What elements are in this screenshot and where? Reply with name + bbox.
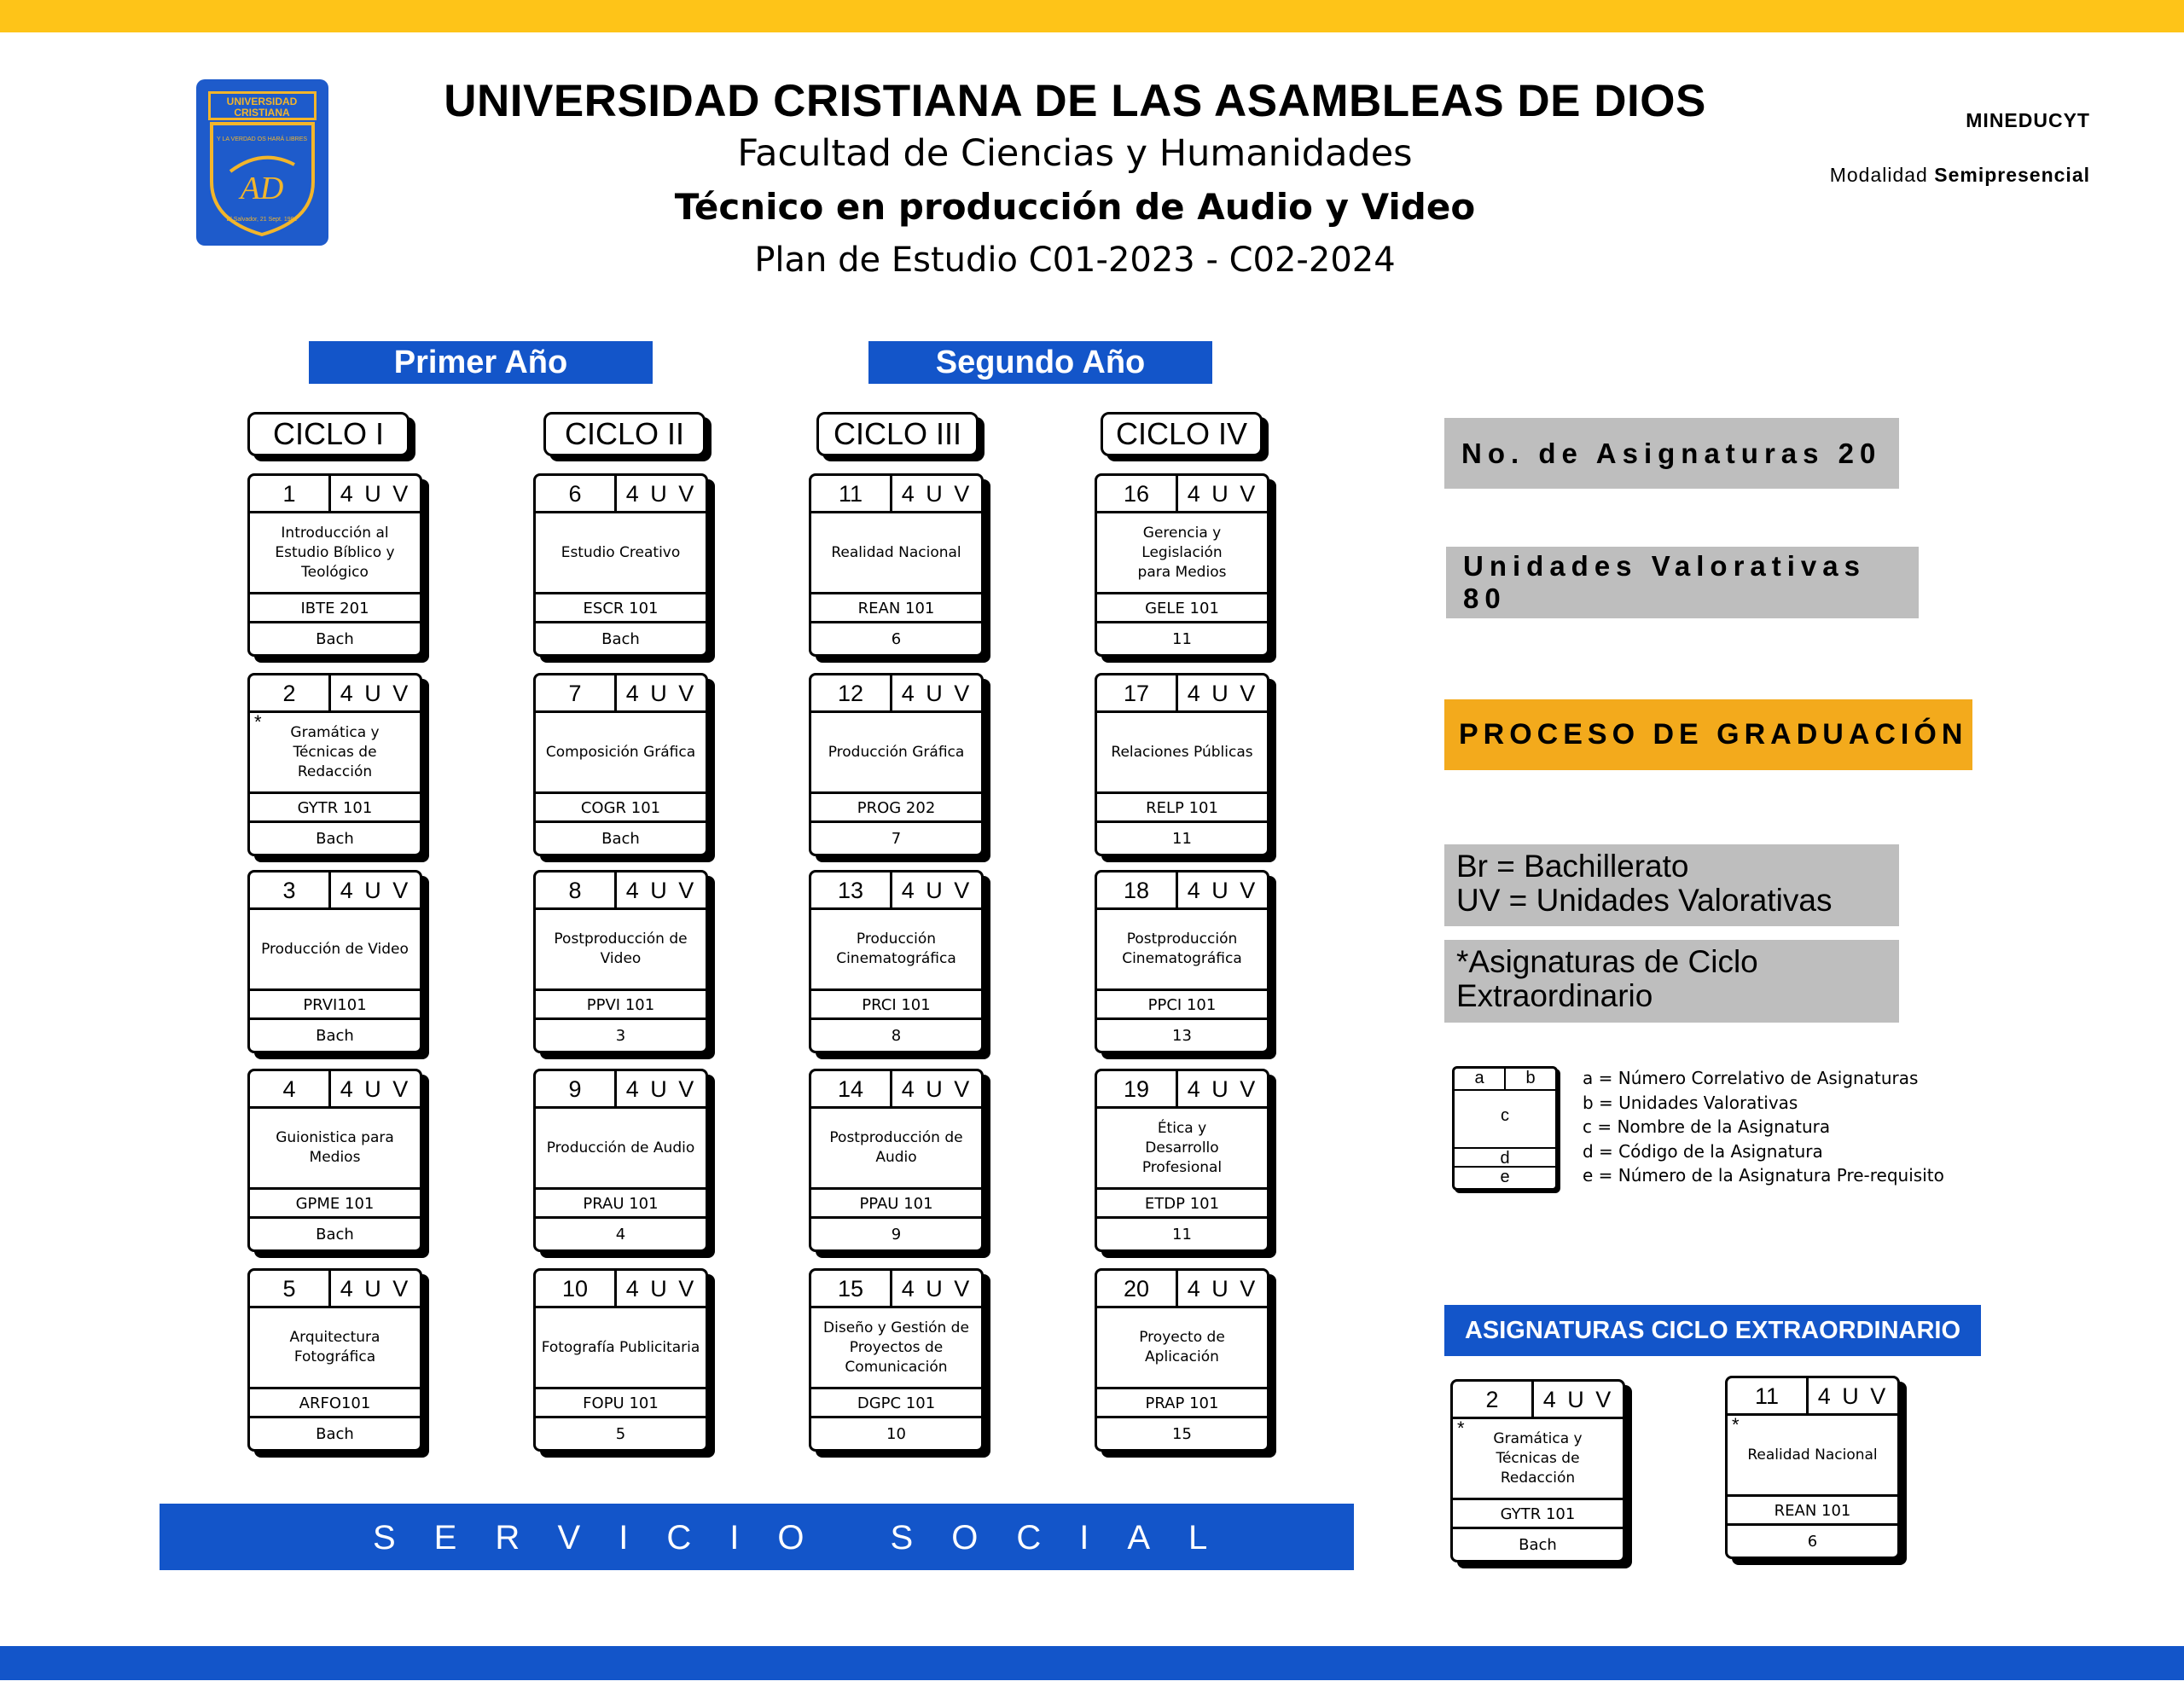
course-code: GPME 101 xyxy=(250,1187,420,1219)
course-credits: 4 U V xyxy=(625,481,697,507)
course-code: PPAU 101 xyxy=(811,1187,981,1219)
course-number: 1 xyxy=(250,476,331,511)
course-credits: 4 U V xyxy=(901,1276,973,1301)
course-card xyxy=(247,473,422,657)
course-name: Postproducción Cinematográfica xyxy=(1122,930,1242,967)
course-name: Postproducción de Video xyxy=(554,930,688,967)
course-prerequisite: 6 xyxy=(1807,1533,1818,1551)
key-line-c: c = Nombre de la Asignatura xyxy=(1583,1116,1831,1137)
course-name: Diseño y Gestión de Proyectos de Comunicación xyxy=(823,1319,969,1376)
program-title: Técnico en producción de Audio y Video xyxy=(674,186,1476,228)
course-number: 18 xyxy=(1097,872,1178,907)
course-code: RELP 101 xyxy=(1097,791,1267,823)
course-credits: 4 U V xyxy=(340,1076,411,1102)
course-prerequisite: Bach xyxy=(316,1027,354,1045)
course-number: 11 xyxy=(811,476,892,511)
course-header xyxy=(250,872,420,910)
course-number: 13 xyxy=(811,872,892,907)
course-name: Producción Gráfica xyxy=(828,743,965,761)
course-prerequisite: Bach xyxy=(1519,1536,1557,1554)
course-number: 3 xyxy=(250,872,331,907)
course-prerequisite: 13 xyxy=(1172,1027,1192,1045)
course-header xyxy=(250,1271,420,1308)
course-card xyxy=(809,1268,984,1452)
course-number: 20 xyxy=(1097,1271,1178,1306)
year-banner-first: Primer Año xyxy=(309,341,653,384)
course-header xyxy=(1453,1382,1623,1419)
course-number: 4 xyxy=(250,1071,331,1106)
key-a: a xyxy=(1455,1069,1506,1091)
course-code: PRVI101 xyxy=(250,988,420,1020)
course-header xyxy=(1097,476,1267,513)
course-code: PRCI 101 xyxy=(811,988,981,1020)
course-code: ETDP 101 xyxy=(1097,1187,1267,1219)
social-service-banner: SERVICIO SOCIAL xyxy=(160,1504,1354,1570)
course-header xyxy=(536,476,706,513)
course-number: 17 xyxy=(1097,675,1178,710)
course-card xyxy=(533,673,708,856)
course-number: 16 xyxy=(1097,476,1178,511)
course-credits: 4 U V xyxy=(625,1076,697,1102)
course-credits: 4 U V xyxy=(340,1276,411,1301)
key-line-a: a = Número Correlativo de Asignaturas xyxy=(1583,1068,1919,1088)
course-header xyxy=(811,476,981,513)
course-credits: 4 U V xyxy=(340,681,411,706)
course-prerequisite: 7 xyxy=(891,830,902,848)
course-name: Gramática y Técnicas de Redacción xyxy=(290,723,380,780)
course-name: Producción Cinematográfica xyxy=(836,930,956,967)
course-card xyxy=(809,473,984,657)
key-d: d xyxy=(1455,1147,1555,1168)
course-credits: 4 U V xyxy=(1542,1387,1614,1412)
course-credits: 4 U V xyxy=(340,481,411,507)
graduation-process: PROCESO DE GRADUACIÓN xyxy=(1444,699,1972,770)
course-header xyxy=(536,675,706,713)
course-card xyxy=(809,673,984,856)
course-card xyxy=(533,870,708,1053)
svg-text:El Salvador, 21 Sept. 1982: El Salvador, 21 Sept. 1982 xyxy=(226,217,298,223)
course-card xyxy=(1725,1376,1900,1559)
course-card xyxy=(1095,673,1269,856)
ministry-label: MINEDUCYT xyxy=(1966,109,2090,131)
key-line-e: e = Número de la Asignatura Pre-requisito xyxy=(1583,1165,1944,1186)
course-header xyxy=(250,1071,420,1109)
key-descriptions xyxy=(1583,1066,1944,1188)
course-prerequisite: 10 xyxy=(886,1425,906,1443)
course-card xyxy=(1450,1379,1625,1562)
course-prerequisite: 11 xyxy=(1172,1226,1192,1244)
course-code: PPVI 101 xyxy=(536,988,706,1020)
course-credits: 4 U V xyxy=(625,1276,697,1301)
course-name: Proyecto de Aplicación xyxy=(1139,1329,1225,1365)
course-number: 2 xyxy=(1453,1382,1534,1417)
extraordinary-marker: * xyxy=(1732,1414,1740,1435)
course-prerequisite: 8 xyxy=(891,1027,902,1045)
course-code: GELE 101 xyxy=(1097,592,1267,623)
course-prerequisite: 3 xyxy=(615,1027,626,1045)
extraordinary-title: ASIGNATURAS CICLO EXTRAORDINARIO xyxy=(1444,1305,1981,1356)
course-code: DGPC 101 xyxy=(811,1387,981,1418)
course-credits: 4 U V xyxy=(1187,878,1258,903)
course-number: 14 xyxy=(811,1071,892,1106)
cycle-label-2: CICLO II xyxy=(543,412,706,456)
course-name: Gerencia y Legislación para Medios xyxy=(1137,524,1227,581)
abbreviation-legend: Br = Bachillerato UV = Unidades Valorativas xyxy=(1444,844,1899,926)
course-prerequisite: 15 xyxy=(1172,1425,1192,1443)
course-card xyxy=(247,673,422,856)
course-header xyxy=(1097,1071,1267,1109)
svg-text:Y LA VERDAD OS HARÁ LIBRES: Y LA VERDAD OS HARÁ LIBRES xyxy=(216,136,308,142)
course-credits: 4 U V xyxy=(1187,1276,1258,1301)
course-code: GYTR 101 xyxy=(250,791,420,823)
course-header xyxy=(250,675,420,713)
credits-total: Unidades Valorativas 80 xyxy=(1446,547,1919,618)
course-name: Realidad Nacional xyxy=(831,543,961,561)
course-name: Postproducción de Audio xyxy=(829,1129,963,1166)
key-e: e xyxy=(1500,1168,1510,1186)
svg-text:AD: AD xyxy=(240,171,284,206)
course-name: Fotografía Publicitaria xyxy=(541,1338,700,1356)
course-number: 5 xyxy=(250,1271,331,1306)
course-prerequisite: Bach xyxy=(601,630,640,648)
modality-prefix: Modalidad xyxy=(1829,164,1928,186)
modality-label xyxy=(1830,164,2090,187)
course-number: 15 xyxy=(811,1271,892,1306)
cycle-label-1: CICLO I xyxy=(247,412,410,456)
course-header xyxy=(811,872,981,910)
plan-title: Plan de Estudio C01-2023 - C02-2024 xyxy=(754,241,1396,280)
university-title: UNIVERSIDAD CRISTIANA DE LAS ASAMBLEAS DE DIOS xyxy=(444,76,1706,126)
course-header xyxy=(536,1071,706,1109)
course-prerequisite: 9 xyxy=(891,1226,902,1244)
key-c: c xyxy=(1501,1106,1509,1125)
extraordinary-marker: * xyxy=(1457,1417,1465,1439)
course-card xyxy=(1095,1069,1269,1252)
course-number: 2 xyxy=(250,675,331,710)
course-name: Relaciones Públicas xyxy=(1111,743,1253,761)
course-header xyxy=(1097,872,1267,910)
course-code: FOPU 101 xyxy=(536,1387,706,1418)
key-line-d: d = Código de la Asignatura xyxy=(1583,1140,1823,1162)
course-card xyxy=(247,870,422,1053)
svg-text:UNIVERSIDAD: UNIVERSIDAD xyxy=(226,96,298,107)
course-header xyxy=(250,476,420,513)
course-card xyxy=(1095,1268,1269,1452)
course-card xyxy=(247,1268,422,1452)
course-code: IBTE 201 xyxy=(250,592,420,623)
course-credits: 4 U V xyxy=(340,878,411,903)
course-code: REAN 101 xyxy=(811,592,981,623)
svg-text:CRISTIANA: CRISTIANA xyxy=(234,107,290,119)
course-number: 12 xyxy=(811,675,892,710)
course-header xyxy=(536,872,706,910)
course-name: Producción de Video xyxy=(261,940,409,958)
course-name: Composición Gráfica xyxy=(545,743,696,761)
course-prerequisite: Bach xyxy=(316,1226,354,1244)
course-credits: 4 U V xyxy=(901,1076,973,1102)
extraordinary-legend: *Asignaturas de Ciclo Extraordinario xyxy=(1444,940,1899,1023)
course-code: PRAU 101 xyxy=(536,1187,706,1219)
course-code: GYTR 101 xyxy=(1453,1498,1623,1529)
course-code: COGR 101 xyxy=(536,791,706,823)
course-number: 6 xyxy=(536,476,617,511)
course-header xyxy=(536,1271,706,1308)
course-number: 19 xyxy=(1097,1071,1178,1106)
course-code: REAN 101 xyxy=(1728,1494,1897,1526)
course-credits: 4 U V xyxy=(1187,681,1258,706)
course-name: Arquitectura Fotográfica xyxy=(289,1329,380,1365)
course-header xyxy=(811,1271,981,1308)
extraordinary-marker: * xyxy=(254,711,262,733)
course-credits: 4 U V xyxy=(625,681,697,706)
course-credits: 4 U V xyxy=(901,878,973,903)
course-credits: 4 U V xyxy=(1187,1076,1258,1102)
course-number: 8 xyxy=(536,872,617,907)
course-name: Producción de Audio xyxy=(546,1139,695,1157)
course-code: PRAP 101 xyxy=(1097,1387,1267,1418)
course-credits: 4 U V xyxy=(901,681,973,706)
course-card xyxy=(247,1069,422,1252)
course-name: Introducción al Estudio Bíblico y Teológico xyxy=(275,524,395,581)
course-name: Gramática y Técnicas de Redacción xyxy=(1493,1429,1583,1487)
course-card xyxy=(809,870,984,1053)
course-card xyxy=(533,473,708,657)
course-header xyxy=(811,1071,981,1109)
modality-value: Semipresencial xyxy=(1934,164,2090,186)
cycle-label-4: CICLO IV xyxy=(1101,412,1263,456)
course-prerequisite: 11 xyxy=(1172,630,1192,648)
course-number: 11 xyxy=(1728,1378,1809,1413)
course-name: Estudio Creativo xyxy=(561,543,681,561)
course-credits: 4 U V xyxy=(625,878,697,903)
course-card xyxy=(533,1268,708,1452)
bottom-accent-bar xyxy=(0,1646,2184,1680)
course-prerequisite: Bach xyxy=(601,830,640,848)
course-code: PPCI 101 xyxy=(1097,988,1267,1020)
course-number: 7 xyxy=(536,675,617,710)
course-card xyxy=(533,1069,708,1252)
course-code: ESCR 101 xyxy=(536,592,706,623)
course-prerequisite: 5 xyxy=(615,1425,626,1443)
course-card xyxy=(1095,473,1269,657)
course-code: PROG 202 xyxy=(811,791,981,823)
cycle-label-3: CICLO III xyxy=(816,412,979,456)
course-header xyxy=(1728,1378,1897,1416)
key-diagram xyxy=(1452,1066,1558,1191)
course-number: 10 xyxy=(536,1271,617,1306)
course-credits: 4 U V xyxy=(901,481,973,507)
course-credits: 4 U V xyxy=(1187,481,1258,507)
top-accent-bar xyxy=(0,0,2184,32)
course-code: ARFO101 xyxy=(250,1387,420,1418)
key-b: b xyxy=(1506,1069,1555,1091)
course-card xyxy=(809,1069,984,1252)
course-credits: 4 U V xyxy=(1817,1383,1889,1409)
course-prerequisite: 4 xyxy=(615,1226,626,1244)
faculty-title: Facultad de Ciencias y Humanidades xyxy=(737,132,1413,175)
course-name: Ética y Desarrollo Profesional xyxy=(1141,1119,1223,1176)
course-prerequisite: Bach xyxy=(316,830,354,848)
course-header xyxy=(1097,675,1267,713)
subjects-count: No. de Asignaturas 20 xyxy=(1444,418,1899,489)
key-line-b: b = Unidades Valorativas xyxy=(1583,1092,1798,1113)
course-card xyxy=(1095,870,1269,1053)
course-number: 9 xyxy=(536,1071,617,1106)
course-header xyxy=(1097,1271,1267,1308)
course-header xyxy=(811,675,981,713)
course-prerequisite: 11 xyxy=(1172,830,1192,848)
year-banner-second: Segundo Año xyxy=(868,341,1212,384)
course-name: Guionistica para Medios xyxy=(276,1129,394,1166)
course-name: Realidad Nacional xyxy=(1747,1446,1878,1464)
course-prerequisite: Bach xyxy=(316,1425,354,1443)
course-prerequisite: 6 xyxy=(891,630,902,648)
course-prerequisite: Bach xyxy=(316,630,354,648)
